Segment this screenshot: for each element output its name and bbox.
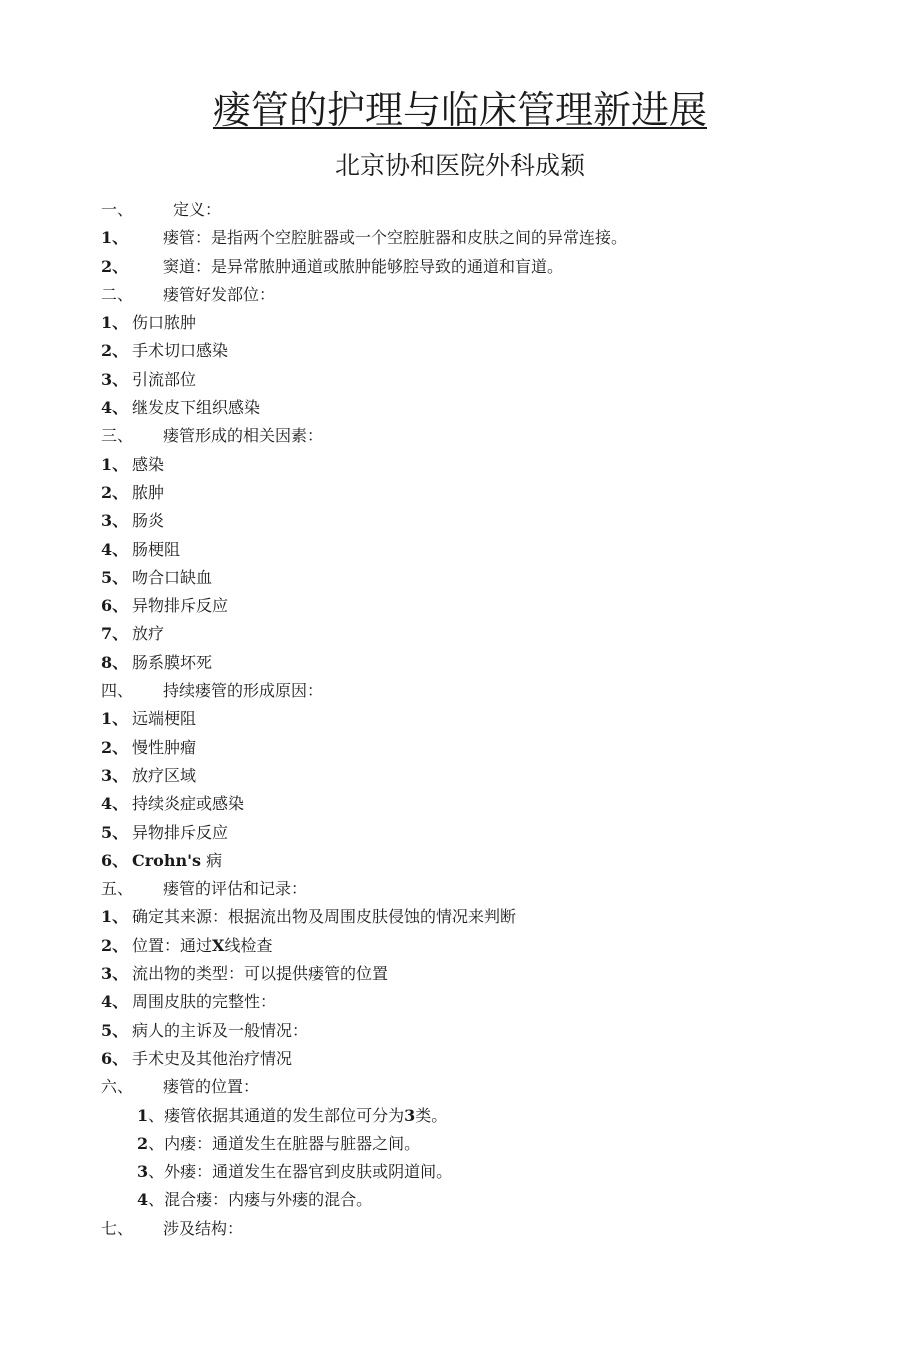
section-title: 涉及结构：	[163, 1218, 244, 1238]
item-marker: 2、	[101, 256, 129, 276]
item-text: 窦道：是异常脓肿通道或脓肿能够腔导致的通道和盲道。	[163, 256, 564, 276]
item-text: 、内瘘：通道发生在脏器与脏器之间。	[148, 1133, 421, 1153]
item-text: 慢性肿瘤	[132, 737, 197, 757]
section-marker: 四、	[101, 681, 134, 701]
item-text: 肠梗阻	[132, 539, 181, 559]
item-marker: 1、	[101, 709, 129, 729]
section-marker: 二、	[101, 284, 134, 304]
section-heading	[101, 1073, 881, 1101]
list-item	[101, 988, 881, 1016]
item-term: 3	[404, 1105, 416, 1125]
section-title: 瘘管形成的相关因素：	[163, 426, 324, 446]
list-item	[101, 960, 881, 988]
item-text: 、混合瘘：内瘘与外瘘的混合。	[148, 1190, 373, 1210]
list-item	[101, 337, 881, 365]
item-text: 继发皮下组织感染	[132, 398, 261, 418]
list-item	[101, 1130, 881, 1158]
item-marker: 3、	[101, 964, 129, 984]
section-title: 瘘管的位置：	[163, 1077, 260, 1097]
item-text: 手术切口感染	[132, 341, 229, 361]
section-title: 持续瘘管的形成原因：	[163, 681, 324, 701]
item-text: 、瘘管依据其通道的发生部位可分为	[148, 1105, 405, 1125]
item-term: Crohn's	[132, 850, 202, 870]
item-marker: 6、	[101, 850, 129, 870]
item-marker: 8、	[101, 652, 129, 672]
list-item	[101, 366, 881, 394]
item-text: 、外瘘：通道发生在器官到皮肤或阴道间。	[148, 1162, 453, 1182]
item-text: 引流部位	[132, 369, 197, 389]
item-text: 病人的主诉及一般情况：	[132, 1020, 309, 1040]
item-text: 脓肿	[132, 482, 165, 502]
list-item	[101, 564, 881, 592]
item-marker: 2、	[101, 737, 129, 757]
item-marker: 7、	[101, 624, 129, 644]
list-item	[101, 903, 881, 931]
item-text: 流出物的类型：可以提供瘘管的位置	[132, 964, 389, 984]
item-marker: 1、	[101, 313, 129, 333]
item-marker: 4、	[101, 398, 129, 418]
item-marker: 5、	[101, 1020, 129, 1040]
list-item	[101, 734, 881, 762]
list-item	[101, 309, 881, 337]
item-marker: 1、	[101, 454, 129, 474]
item-marker: 2	[137, 1133, 149, 1153]
item-marker: 2、	[101, 935, 129, 955]
list-item	[101, 224, 881, 252]
list-item	[101, 1045, 881, 1073]
list-item	[101, 1017, 881, 1045]
item-marker: 2、	[101, 341, 129, 361]
item-text: 类。	[415, 1105, 448, 1125]
list-item	[101, 790, 881, 818]
item-text: 持续炎症或感染	[132, 794, 245, 814]
item-text: 异物排斥反应	[132, 596, 229, 616]
section-heading	[101, 281, 881, 309]
item-marker: 4、	[101, 539, 129, 559]
item-marker: 6、	[101, 596, 129, 616]
list-item	[101, 620, 881, 648]
document-body	[101, 196, 881, 1243]
list-item	[101, 394, 881, 422]
list-item	[101, 847, 881, 875]
item-text: 远端梗阻	[132, 709, 197, 729]
item-text: 感染	[132, 454, 165, 474]
list-item	[101, 762, 881, 790]
item-marker: 5、	[101, 567, 129, 587]
item-marker: 1、	[101, 907, 129, 927]
item-marker: 2、	[101, 482, 129, 502]
item-marker: 1	[137, 1105, 149, 1125]
section-heading	[101, 677, 881, 705]
list-item	[101, 932, 881, 960]
item-text: 周围皮肤的完整性：	[132, 992, 277, 1012]
list-item	[101, 705, 881, 733]
item-marker: 5、	[101, 822, 129, 842]
item-text: 手术史及其他治疗情况	[132, 1048, 293, 1068]
item-term: X	[212, 935, 225, 955]
section-title: 瘘管好发部位：	[163, 284, 276, 304]
item-marker: 3、	[101, 511, 129, 531]
item-text: 肠系膜坏死	[132, 652, 213, 672]
item-text: 线检查	[224, 935, 273, 955]
item-text: 放疗区域	[132, 765, 197, 785]
list-item	[101, 819, 881, 847]
section-marker: 六、	[101, 1077, 134, 1097]
item-text: 瘘管：是指两个空腔脏器或一个空腔脏器和皮肤之间的异常连接。	[163, 228, 628, 248]
list-item	[101, 536, 881, 564]
item-text: 病	[201, 850, 223, 870]
item-text: 确定其来源：根据流出物及周围皮肤侵蚀的情况来判断	[132, 907, 517, 927]
item-text: 位置：通过	[132, 935, 213, 955]
list-item	[101, 1102, 881, 1130]
item-text: 放疗	[132, 624, 165, 644]
list-item	[101, 253, 881, 281]
item-marker: 3	[137, 1162, 149, 1182]
item-marker: 4	[137, 1190, 149, 1210]
section-heading	[101, 422, 881, 450]
list-item	[101, 451, 881, 479]
section-marker: 三、	[101, 426, 134, 446]
section-marker: 七、	[101, 1218, 134, 1238]
list-item	[101, 649, 881, 677]
item-text: 肠炎	[132, 511, 165, 531]
section-title: 定义：	[173, 200, 222, 219]
list-item	[101, 1158, 881, 1186]
item-marker: 4、	[101, 794, 129, 814]
item-text: 伤口脓肿	[132, 313, 197, 333]
item-marker: 1、	[101, 228, 129, 248]
section-marker: 一、	[101, 200, 134, 219]
list-item	[101, 479, 881, 507]
section-title: 瘘管的评估和记录：	[163, 879, 308, 899]
item-marker: 6、	[101, 1048, 129, 1068]
item-marker: 4、	[101, 992, 129, 1012]
section-heading	[101, 196, 881, 224]
list-item	[101, 507, 881, 535]
item-marker: 3、	[101, 369, 129, 389]
item-text: 吻合口缺血	[132, 567, 213, 587]
list-item	[101, 592, 881, 620]
section-heading	[101, 875, 881, 903]
document-title: 瘘管的护理与临床管理新进展	[212, 88, 707, 132]
section-heading	[101, 1215, 881, 1243]
document-subtitle: 北京协和医院外科成颖	[334, 151, 585, 180]
section-marker: 五、	[101, 879, 134, 899]
item-marker: 3、	[101, 765, 129, 785]
list-item	[101, 1186, 881, 1214]
item-text: 异物排斥反应	[132, 822, 229, 842]
